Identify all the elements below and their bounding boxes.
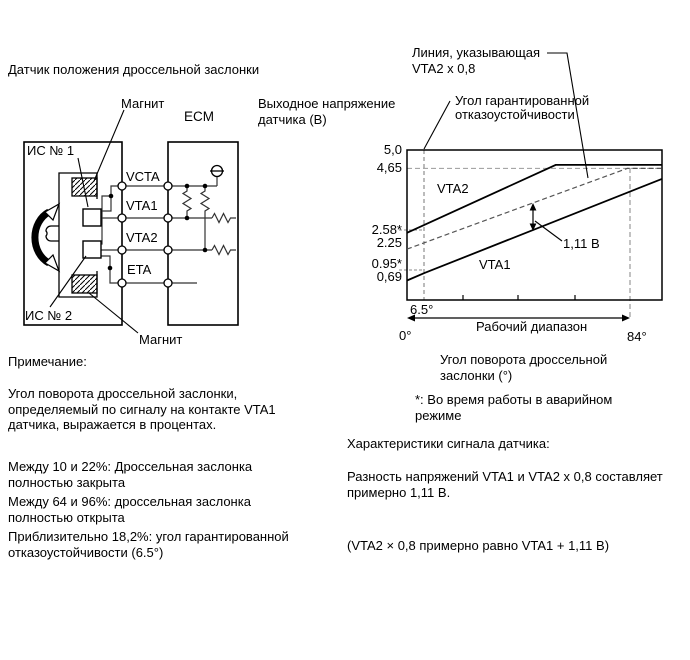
- y-tick-5-0: 5,0: [383, 142, 402, 157]
- resistor-out-vta1: [212, 214, 236, 223]
- notes-left-item3: Приблизительно 18,2%: угол гарантированной отказоустойчивости (6.5°): [8, 529, 289, 560]
- ic2-label: ИС № 2: [25, 308, 73, 323]
- failsafe-annotation: Угол гарантированной отказоустойчивости: [455, 93, 590, 122]
- chart-y-axis-title: Выходное напряжение датчика (В): [258, 96, 396, 127]
- magnet-top-shape: [72, 178, 97, 196]
- ic1-shape: [83, 209, 101, 226]
- ecm-box-art: [168, 142, 238, 325]
- notes-right-para1: Разность напряжений VTA1 и VTA2 x 0,8 составляет примерно 1,11 В.: [347, 469, 663, 500]
- series-label-vta1: VTA1: [479, 257, 511, 272]
- rotation-arrow-icon: [35, 204, 59, 271]
- vta2x08-annotation: Линия, указывающая VTA2 x 0,8: [412, 45, 541, 76]
- diff-arrow: [530, 203, 562, 241]
- y-tick-2-25: 2.25: [376, 235, 402, 250]
- magnet-bottom-leader: [89, 293, 138, 333]
- ecm-label: ECM: [184, 109, 214, 124]
- ic1-label: ИС № 1: [27, 143, 75, 158]
- notes-left-item2: Между 64 и 96%: дроссельная заслонка полностью открыта: [8, 494, 251, 525]
- page-title: Датчик положения дроссельной заслонки: [8, 62, 260, 77]
- y-tick-0-69: 0,69: [376, 269, 402, 284]
- notes-left-heading: Примечание:: [8, 354, 87, 369]
- notes-left-item1: Между 10 и 22%: Дроссельная заслонка полностью закрыта: [8, 459, 253, 490]
- notes-right-heading: Характеристики сигнала датчика:: [347, 436, 550, 451]
- y-tick-2-58: 2.58*: [371, 222, 402, 237]
- resistor-out-vta2: [212, 246, 236, 255]
- working-range-label: Рабочий диапазон: [476, 319, 588, 334]
- vta2-curve: [407, 165, 662, 233]
- power-source-icon: [210, 166, 224, 187]
- magnet-top-leader: [94, 110, 124, 181]
- series-label-vta2: VTA2: [437, 181, 469, 196]
- terminal-label-eta: ETA: [127, 262, 152, 277]
- asterisk-note: *: Во время работы в аварийном режиме: [415, 392, 613, 423]
- magnet-bottom-label: Магнит: [139, 332, 183, 347]
- resistor-vta1: [183, 186, 191, 218]
- terminal-label-vcta: VCTA: [126, 169, 160, 184]
- terminal-label-vta2: VTA2: [126, 230, 158, 245]
- ic2-shape: [83, 241, 101, 258]
- x-tick-84: 84°: [627, 329, 647, 344]
- notes-right-para2: (VTA2 × 0,8 примерно равно VTA1 + 1,11 В): [347, 538, 610, 553]
- x-tick-0: 0°: [399, 328, 412, 343]
- x-tick-6-5: 6.5°: [410, 302, 434, 317]
- magnet-bottom-shape: [72, 275, 97, 293]
- terminal-label-vta1: VTA1: [126, 198, 158, 213]
- notes-left-para1: Угол поворота дроссельной заслонки, определяемый по сигналу на контакте VTA1 датчика, выражается в процентах.: [8, 386, 276, 432]
- y-tick-4-65: 4,65: [376, 160, 402, 175]
- magnet-top-label: Магнит: [121, 96, 165, 111]
- diff-voltage-label: 1,11 В: [563, 236, 600, 251]
- failsafe-leader: [424, 101, 450, 149]
- chart-x-axis-title: Угол поворота дроссельной заслонки (°): [440, 352, 608, 383]
- y-tick-0-95: 0.95*: [371, 256, 402, 271]
- shaft-shape: [46, 226, 59, 241]
